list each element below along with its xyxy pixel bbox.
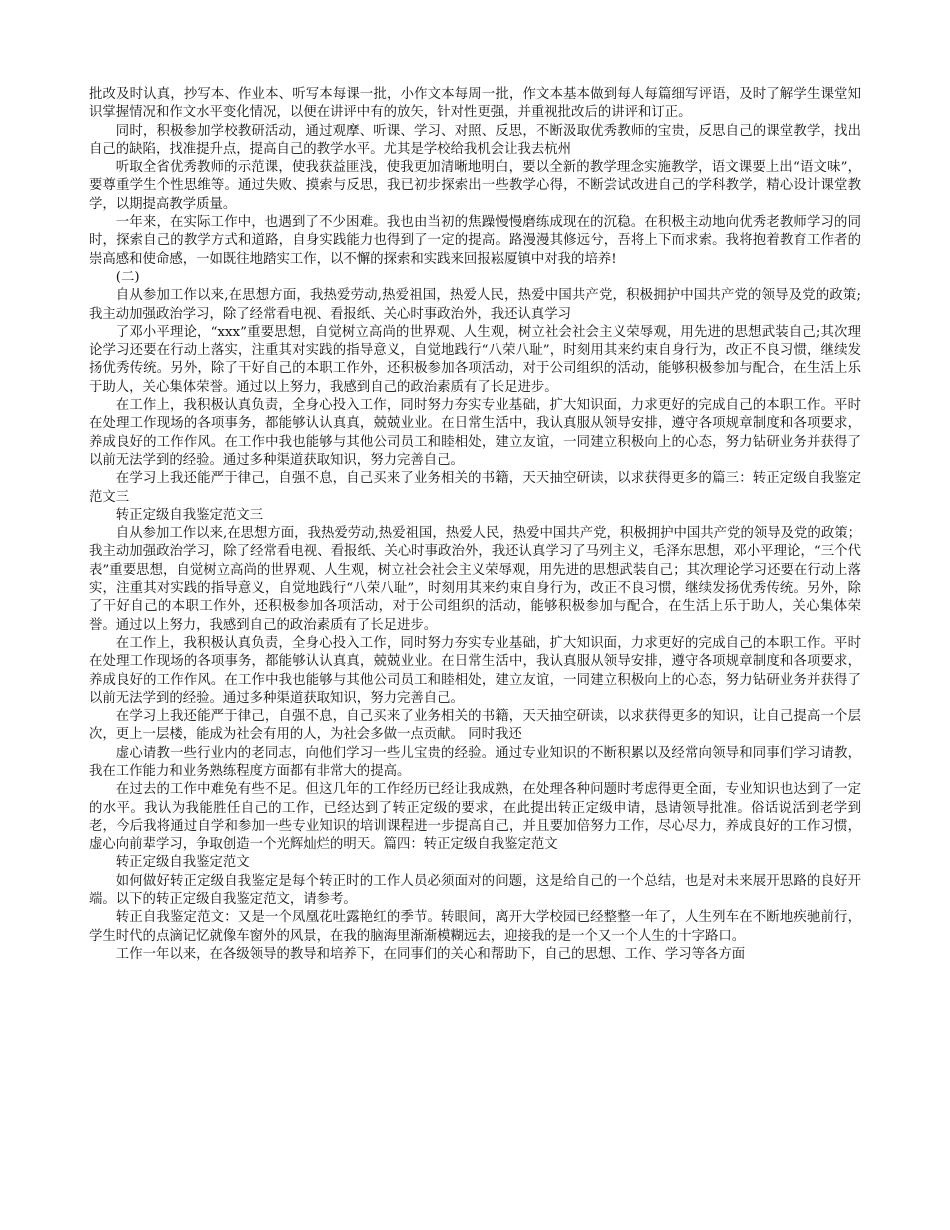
paragraph-study-aspect-three: 在学习上我还能严于律己，自强不息，自己买来了业务相关的书籍，天天抽空研读，以求获得更多的知识，让自己提高一个层次，更上一层楼，能成为社会有用的人，为社会多做一点贡献。 同时我还 (89, 709, 861, 743)
paragraph-intro-four: 如何做好转正定级自我鉴定是每个转正时的工作人员必须面对的问题，这是给自己的一个总结，也是对未来展开思路的良好开端。以下的转正定级自我鉴定范文，请参考。 (89, 873, 861, 908)
paragraph-theory-study: 了邓小平理论，“xxx”重要思想，自觉树立高尚的世界观、人生观，树立社会社会主义荣辱观，用先进的思想武装自己;其次理论学习还要在行动上落实，注重其对实践的指导意义，自觉地践行“八荣八耻”，时刻用其来约束自身行为，改正不良习惯，继续发扬优秀传统。另外，除了干好自己的本职工作外，还积极参加各项活动，对于公司组织的活动，能够积极参加与配合，在生活上乐于助人，关心集体荣誉。通过以上努力，我感到自己的政治素质有了长足进步。 (89, 324, 861, 395)
paragraph-work-aspect: 在工作上，我积极认真负责，全身心投入工作，同时努力夯实专业基础，扩大知识面，力求更好的完成自己的本职工作。平时在处理工作现场的各项事务，都能够认认真真，兢兢业业。在日常生活中，我认真服从领导安排，遵守各项规章制度和各项要求，养成良好的工作作风。在工作中我也能够与其他公司员工和睦相处，建立友谊，一同建立积极向上的心态，努力钻研业务并获得了以前无法学到的经验。通过多种渠道获取知识，努力完善自己。 (89, 398, 861, 468)
paragraph-demo-lessons: 听取全省优秀教师的示范课，使我获益匪浅，使我更加清晰地明白，要以全新的教学理念实施教学，语文课要上出“语文味”，要尊重学生个性思维等。通过失败、摸索与反思，我已初步探索出一些教学心得，不断尝试改进自己的学科教学，精心设计课堂教学，以期提高教学质量。 (89, 160, 861, 212)
paragraph-shortcomings: 在过去的工作中难免有些不足。但这几年的工作经历已经让我成熟，在处理各种问题时考虑得更全面，专业知识也达到了一定的水平。我认为我能胜任自己的工作，已经达到了转正定级的要求，在此提出转正定级申请，恳请领导批准。俗话说活到老学到老，今后我将通过自学和参加一些专业知识的培训课程进一步提高自己，并且要加倍努力工作，尽心尽力，养成良好的工作习惯，虚心向前辈学习，争取创造一个光辉灿烂的明天。篇四：转正定级自我鉴定范文 (89, 782, 861, 853)
document-page (89, 86, 861, 964)
paragraph-work-aspect-three: 在工作上，我积极认真负责，全身心投入工作，同时努力夯实专业基础，扩大知识面，力求更好的完成自己的本职工作。平时在处理工作现场的各项事务，都能够认认真真，兢兢业业。在日常生活中，我认真服从领导安排，遵守各项规章制度和各项要求，养成良好的工作作风。在工作中我也能够与其他公司员工和睦相处，建立友谊，一同建立积极向上的心态，努力钻研业务并获得了以前无法学到的经验。通过多种渠道获取知识，努力完善自己。 (89, 635, 861, 706)
paragraph-teaching-research: 同时，积极参加学校教研活动，通过观摩、听课、学习、对照、反思，不断汲取优秀教师的宝贵，反思自己的课堂教学，找出自己的缺陷，找准提升点，提高自己的教学水平。尤其是学校给我机会让我去杭州 (89, 123, 861, 157)
paragraph-thought-aspect-three: 自从参加工作以来,在思想方面，我热爱劳动,热爱祖国，热爱人民，热爱中国共产党，积极拥护中国共产党的领导及党的政策；我主动加强政治学习，除了经常看电视、看报纸、关心时事政治外，我还认真学习了马列主义，毛泽东思想，邓小平理论，“三个代表”重要思想，自觉树立高尚的世界观、人生观，树立社会社会主义荣辱观，用先进的思想武装自己；其次理论学习还要在行动上落实，注重其对实践的指导意义，自觉地践行“八荣八耻”，时刻用其来约束自身行为，改正不良习惯，继续发扬优秀传统。另外，除了干好自己的本职工作外，还积极参加各项活动，对于公司组织的活动，能够积极参加与配合，在生活上乐于助人，关心集体荣誉。通过以上努力，我感到自己的政治素质有了长足进步。 (89, 526, 861, 633)
section-heading-three: 转正定级自我鉴定范文三 (115, 507, 264, 523)
paragraph-year-summary: 一年来，在实际工作中，也遇到了不少困难。我也由当初的焦躁慢慢磨练成现在的沉稳。在积极主动地向优秀老教师学习的同时，探索自己的教学方式和道路，自身实践能力也得到了一定的提高。路漫漫其修远兮，吾将上下而求索。我将抱着教育工作者的崇高感和使命感，一如既往地踏实工作，以不懈的探索和实践来回报崧厦镇中对我的培养! (89, 215, 861, 267)
paragraph-consult-seniors: 虚心请教一些行业内的老同志，向他们学习一些儿宝贵的经验。通过专业知识的不断积累以及经常向领导和同事们学习请教，我在工作能力和业务熟练程度方面都有非常大的提高。 (89, 745, 861, 779)
section-heading-two: (二) (115, 269, 140, 285)
paragraph-sample-text: 转正自我鉴定范文：又是一个凤凰花吐露艳红的季节。转眼间，离开大学校园已经整整一年了，人生列车在不断地疾驰前行，学生时代的点滴记忆就像车窗外的风景，在我的脑海里渐渐模糊远去，迎接我的是一个又一个人生的十字路口。 (89, 910, 861, 944)
paragraph-year-of-work: 工作一年以来，在各级领导的教导和培养下，在同事们的关心和帮助下，自己的思想、工作、学习等各方面 (115, 946, 746, 962)
paragraph-thought-aspect: 自从参加工作以来,在思想方面，我热爱劳动,热爱祖国，热爱人民，热爱中国共产党，积极拥护中国共产党的领导及党的政策;我主动加强政治学习，除了经常看电视、看报纸、关心时事政治外，我还认真学习 (89, 288, 861, 322)
paragraph-continued-grading: 批改及时认真，抄写本、作业本、听写本每课一批，小作文本每周一批，作文本基本做到每人每篇细写评语，及时了解学生课堂知识掌握情况和作文水平变化情况，以便在讲评中有的放矢，针对性更强，并重视批改后的讲评和订正。 (89, 87, 861, 121)
section-heading-four: 转正定级自我鉴定范文 (115, 855, 250, 871)
paragraph-study-aspect: 在学习上我还能严于律己，自强不息，自己买来了业务相关的书籍，天天抽空研读，以求获得更多的篇三：转正定级自我鉴定范文三 (89, 471, 861, 505)
